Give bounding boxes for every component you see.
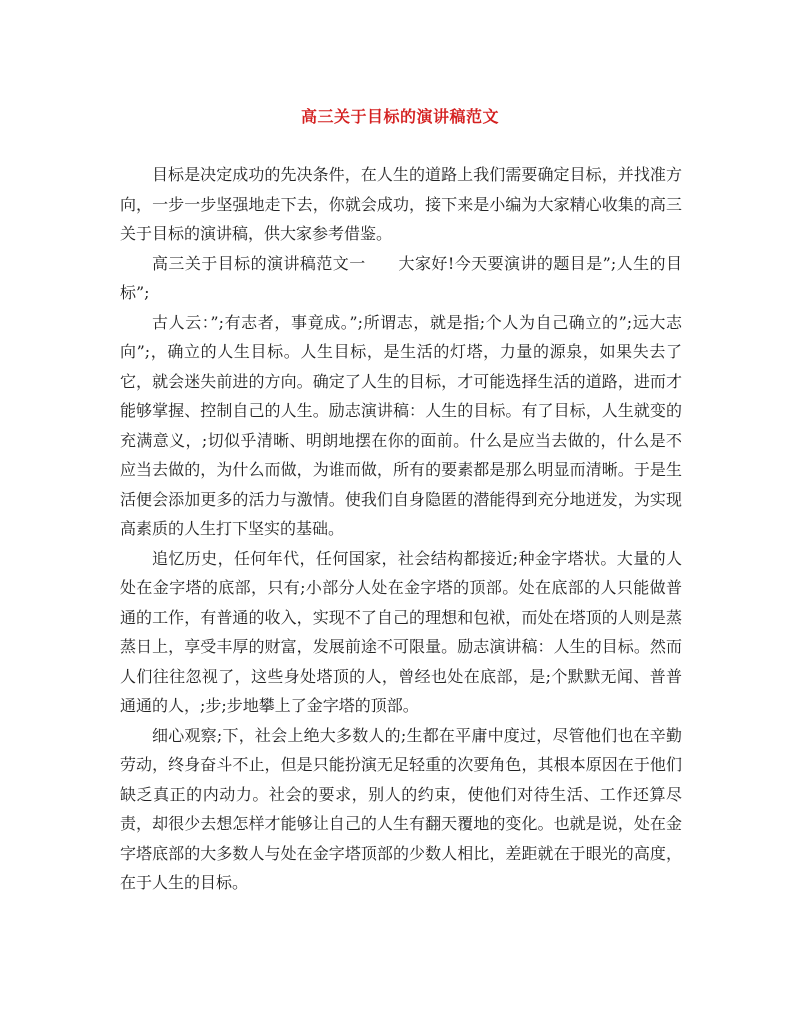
paragraph-intro: 目标是决定成功的先决条件，在人生的道路上我们需要确定目标，并找准方向，一步一步坚强地走下去，你就会成功，接下来是小编为大家精心收集的高三关于目标的演讲稿，供大家参考借鉴。 [120, 165, 682, 243]
paragraph-history: 追忆历史，任何年代，任何国家，社会结构都接近;种金字塔状。大量的人处在金字塔的底部，只有;小部分人处在金字塔的顶部。处在底部的人只能做普通的工作，有普通的收入，实现不了自己的理想和包袱，而处在塔顶的人则是蒸蒸日上，享受丰厚的财富，发展前途不可限量。励志演讲稿：人生的目标。然而人们往往忽视了，这些身处塔顶的人，曾经也处在底部，是;个默默无闻、普普通通的人，;步;步地攀上了金字塔的顶部。 [120, 548, 682, 715]
paragraph-heading-line: 高三关于目标的演讲稿范文一 大家好!今天要演讲的题目是”;人生的目标”; [120, 253, 682, 302]
document-body [120, 160, 682, 898]
paragraph-ancient-saying: 古人云：”;有志者，事竟成。”;所谓志，就是指;个人为自己确立的”;远大志向”;，确立的人生目标。人生目标，是生活的灯塔，力量的源泉，如果失去了它，就会迷失前进的方向。确定了人生的目标，才可能选择生活的道路，进而才能够掌握、控制自己的人生。励志演讲稿：人生的目标。有了目标，人生就变的充满意义，;切似乎清晰、明朗地摆在你的面前。什么是应当去做的，什么是不应当去做的，为什么而做，为谁而做，所有的要素都是那么明显而清晰。于是生活便会添加更多的活力与激情。使我们自身隐匿的潜能得到充分地迸发，为实现高素质的人生打下坚实的基础。 [120, 312, 682, 538]
document-title: 高三关于目标的演讲稿范文 [300, 107, 499, 126]
paragraph-observation: 细心观察;下，社会上绝大多数人的;生都在平庸中度过，尽管他们也在辛勤劳动，终身奋斗不止，但是只能扮演无足轻重的次要角色，其根本原因在于他们缺乏真正的内动力。社会的要求，别人的约束，使他们对待生活、工作还算尽责，却很少去想怎样才能够让自己的人生有翻天覆地的变化。也就是说，处在金字塔底部的大多数人与处在金字塔顶部的少数人相比，差距就在于眼光的高度，在于人生的目标。 [120, 725, 682, 892]
